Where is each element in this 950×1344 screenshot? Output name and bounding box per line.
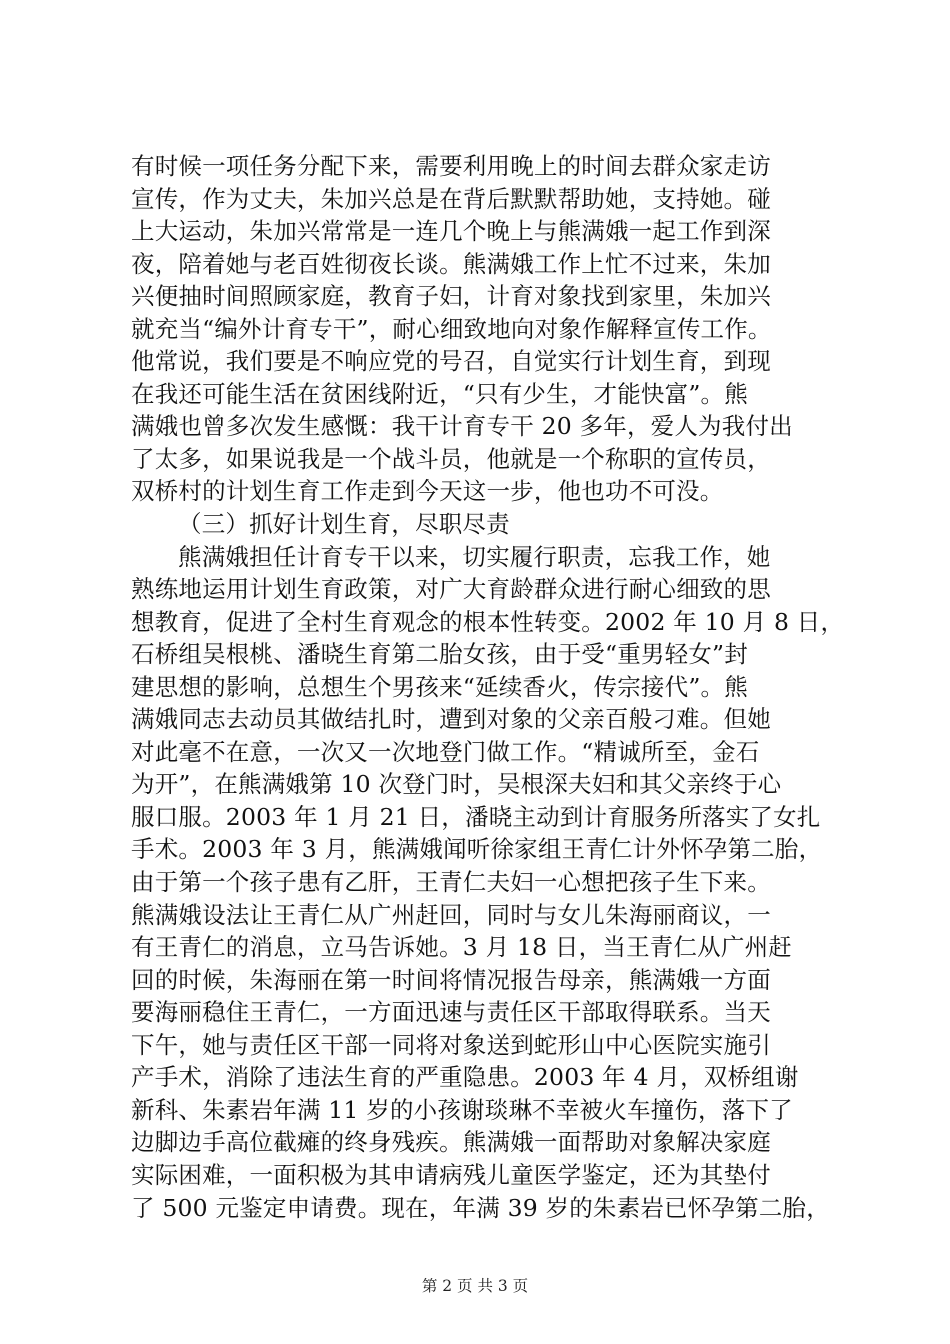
text-line: 就充当“编外计育专干”，耐心细致地向对象作解释宣传工作。	[131, 314, 772, 343]
text-line: 了 500 元鉴定申请费。现在，年满 39 岁的朱素岩已怀孕第二胎，	[131, 1193, 830, 1222]
text-line: 对此毫不在意，一次又一次地登门做工作。“精诚所至，金石	[131, 737, 760, 766]
text-line: 他常说，我们要是不响应党的号召，自觉实行计划生育，到现	[131, 347, 771, 376]
text-line: 想教育，促进了全村生育观念的根本性转变。2002 年 10 月 8 日，	[131, 607, 845, 636]
text-line: 手术。2003 年 3 月，熊满娥闻听徐家组王青仁计外怀孕第二胎，	[131, 835, 823, 864]
text-line: 石桥组吴根桃、潘晓生育第二胎女孩，由于受“重男轻女”封	[131, 640, 748, 669]
section-heading: （三）抓好计划生育，尽职尽责	[178, 510, 510, 539]
text-line: 夜，陪着她与老百姓彻夜长谈。熊满娥工作上忙不过来，朱加	[131, 249, 771, 278]
text-line: 实际困难，一面积极为其申请病残儿童医学鉴定，还为其垫付	[131, 1160, 771, 1189]
page-number: 第 2 页 共 3 页	[421, 1277, 529, 1295]
text-line: 满娥也曾多次发生感慨：我干计育专干 20 多年，爱人为我付出	[131, 412, 793, 441]
text-line: 由于第一个孩子患有乙肝，王青仁夫妇一心想把孩子生下来。	[131, 868, 771, 897]
paragraph-first-line: 熊满娥担任计育专干以来，切实履行职责，忘我工作，她	[178, 542, 771, 571]
text-line: 服口服。2003 年 1 月 21 日，潘晓主动到计育服务所落实了女扎	[131, 802, 821, 831]
text-line: 双桥村的计划生育工作走到今天这一步，他也功不可没。	[131, 477, 724, 506]
text-line: 要海丽稳住王青仁，一方面迅速与责任区干部取得联系。当天	[131, 998, 771, 1027]
text-line: 熊满娥设法让王青仁从广州赶回，同时与女儿朱海丽商议，一	[131, 900, 771, 929]
text-line: 有时候一项任务分配下来，需要利用晚上的时间去群众家走访	[131, 152, 771, 180]
text-line: 在我还可能生活在贫困线附近，“只有少生，才能快富”。熊	[131, 379, 748, 408]
text-line: 回的时候，朱海丽在第一时间将情况报告母亲，熊满娥一方面	[131, 965, 771, 994]
text-line: 熟练地运用计划生育政策，对广大育龄群众进行耐心细致的思	[131, 575, 771, 604]
page-footer	[0, 1276, 950, 1296]
text-line: 产手术，消除了违法生育的严重隐患。2003 年 4 月，双桥组谢	[131, 1063, 799, 1092]
text-line: 有王青仁的消息，立马告诉她。3 月 18 日，当王青仁从广州赶	[131, 933, 792, 962]
text-line: 新科、朱素岩年满 11 岁的小孩谢琰琳不幸被火车撞伤，落下了	[131, 1095, 793, 1124]
text-line: 下午，她与责任区干部一同将对象送到蛇形山中心医院实施引	[131, 1030, 771, 1059]
body-text	[131, 150, 845, 1224]
text-line: 宣传，作为丈夫，朱加兴总是在背后默默帮助她，支持她。碰	[131, 184, 771, 213]
text-line: 边脚边手高位截瘫的终身残疾。熊满娥一面帮助对象解决家庭	[131, 1128, 771, 1157]
text-line: 了太多，如果说我是一个战斗员，他就是一个称职的宣传员，	[131, 444, 771, 473]
text-line: 为开”，在熊满娥第 10 次登门时，吴根深夫妇和其父亲终于心	[131, 770, 782, 799]
text-line: 兴便抽时间照顾家庭，教育子妇，计育对象找到家里，朱加兴	[131, 282, 771, 311]
text-line: 上大运动，朱加兴常常是一连几个晚上与熊满娥一起工作到深	[131, 217, 771, 246]
text-line: 满娥同志去动员其做结扎时，遭到对象的父亲百般刁难。但她	[131, 705, 771, 734]
text-line: 建思想的影响，总想生个男孩来“延续香火，传宗接代”。熊	[131, 672, 748, 701]
